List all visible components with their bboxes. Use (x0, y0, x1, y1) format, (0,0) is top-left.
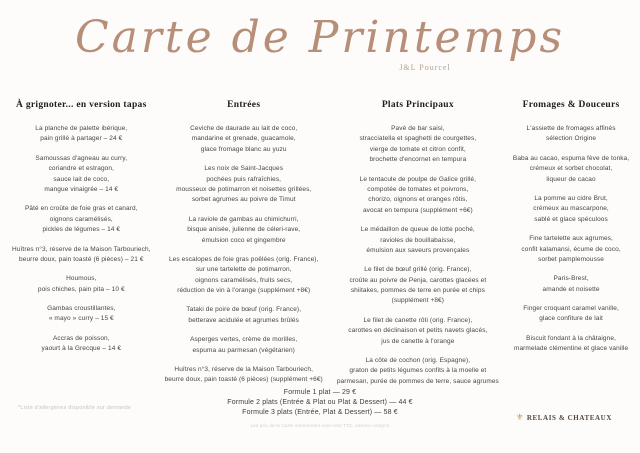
menu-item-line: liqueur de cacao (546, 175, 596, 183)
menu-item-line: L'assiette de fromages affinés (526, 125, 616, 132)
menu-item-line: Huîtres n°3, réserve de la Maison Tarbouriech, (12, 245, 151, 253)
menu-item-line: amande et noisette (542, 285, 600, 293)
column-header: Fromages & Douceurs (522, 100, 620, 110)
menu-item-line: Huîtres n°3, réserve de la Maison Tarbouriech, (174, 366, 313, 374)
menu-item-line: pois chiches, pain pita – 10 € (37, 285, 125, 293)
menu-item-line: Le filet de bœuf grillé (orig. France), (364, 266, 472, 274)
menu-column-3 (337, 100, 499, 396)
menu-column-4 (513, 100, 629, 396)
menu-item-line: confit kalamansi, écume de coco, (521, 245, 621, 253)
menu-item-line: Finger croquant caramel vanille, (523, 305, 619, 313)
menu-item-line: oignons caramélisés, (49, 215, 113, 223)
menu-item-line: yaourt à la Grecque – 14 € (41, 345, 122, 353)
menu-item-line: Le médaillon de queue de lotte poché, (360, 226, 475, 234)
menu-item-line: chorizo, oignons et oranges rôtis, (368, 196, 468, 204)
menu-item (165, 255, 323, 297)
menu-item (513, 124, 629, 145)
menu-item-line: marmelade clémentine et glace vanille (513, 345, 629, 353)
menu-item-line: pain grillé à partager – 24 € (40, 135, 123, 143)
menu-item-line: oignons caramélisés, fruits secs, (195, 276, 293, 284)
menu-item-line: mandarine et grenade, guacamole, (191, 135, 296, 143)
menu-item (165, 164, 323, 206)
menu-subtitle: J&L Pourcel (399, 63, 451, 73)
menu-item (513, 304, 629, 325)
column-header: Plats Principaux (381, 100, 454, 110)
menu-item-line: pickles de légumes – 14 € (42, 226, 121, 234)
menu-item-line: jus de canette à l'orange (381, 337, 455, 345)
menu-item-line: brochette d'encornet en tempura (369, 156, 467, 164)
menu-item (12, 304, 151, 325)
menu-title: Carte de Printemps (74, 12, 566, 63)
menu-item-line: Ceviche de daurade au lait de coco, (190, 125, 298, 132)
formula-line: Formule 2 plats (Entrée & Plat ou Plat & Dessert) — 44 € (227, 399, 413, 407)
menu-item (12, 124, 151, 145)
menu-item-line: Paris-Brest, (553, 275, 589, 283)
menu-item-line: Fine tartelette aux agrumes, (529, 235, 613, 243)
menu-item-line: sélection Origine (546, 135, 597, 143)
menu-item (337, 316, 499, 347)
menu-item-line: ravioles de bouillabaisse, (380, 236, 456, 244)
menu-item-line: coriandre et estragon, (48, 165, 115, 173)
menu-item-line: Les noix de Saint-Jacques (204, 165, 284, 173)
menu-columns (12, 100, 628, 396)
menu-column-1 (12, 100, 151, 396)
menu-item-line: compotée de tomates et poivrons, (367, 185, 469, 193)
menu-item-line: « mayo » curry – 15 € (48, 315, 114, 323)
menu-item-line: stracciatella et spaghetti de courgettes, (359, 135, 477, 143)
menu-item (165, 305, 323, 326)
column-header: Entrées (227, 100, 261, 110)
menu-item-line: carottes en déclinaison et petits navets glacés, (348, 327, 488, 335)
menu-item-line: La côte de cochon (orig. Espagne), (365, 357, 471, 365)
menu-item-line: Samoussas d'agneau au curry, (35, 154, 128, 162)
menu-item-line: beurre doux, pain toasté (6 pièces) – 21 € (19, 255, 144, 263)
allergen-note: *Liste d'allergènes disponible sur demande (18, 405, 132, 411)
menu-item-line: glace confiture de lait (539, 315, 603, 323)
fleur-de-lis-icon: ⚜ (515, 412, 524, 422)
menu-item-line: réduction de vin à l'orange (supplément +8€) (177, 287, 311, 295)
menu-item-line: La pomme au cidre Brut, (534, 194, 608, 202)
column-header: À grignoter... en version tapas (15, 100, 147, 110)
menu-item-line: Gambas croustillantes, (47, 305, 116, 313)
menu-item-line: émulsion coco et gingembre (201, 236, 286, 244)
menu-item-line: sablé et glace spéculoos (534, 215, 608, 223)
menu-item-line: bisque anisée, julienne de céleri-rave, (187, 226, 301, 234)
menu-column-2 (165, 100, 323, 396)
menu-item (165, 215, 323, 246)
menu-item-line: mangue vinaigrée – 14 € (44, 185, 119, 193)
menu-item-line: La planche de palette ibérique, (35, 125, 128, 132)
menu-item-line: Les escalopes de foie gras poêlées (orig. France), (168, 255, 319, 263)
menu-item-line: sauce lait de coco, (53, 175, 110, 183)
menu-item (12, 334, 151, 355)
menu-item-line: crémeux et sorbet chocolat, (529, 165, 613, 173)
menu-item (337, 356, 499, 387)
menu-item (513, 194, 629, 225)
menu-item (12, 154, 151, 196)
menu-item-line: Asperges vertes, crème de morilles, (190, 336, 298, 344)
menu-item-line: graton de petits légumes confits à la moelle et (349, 367, 487, 375)
menu-item (337, 175, 499, 217)
menu-item (513, 154, 629, 185)
menu-item-line: sur une tartelette de potimarron, (195, 266, 292, 274)
menu-item-line: La raviole de gambas au chimichurri, (188, 215, 299, 223)
menu-item-line: Biscuit fondant à la châtaigne, (526, 334, 616, 342)
menu-item-line: croûte au poivre de Penja, carottes glacées et (349, 276, 487, 284)
menu-item (513, 234, 629, 265)
menu-item-line: glace fromage blanc au yuzu (200, 145, 287, 153)
menu-item (165, 124, 323, 155)
menu-item (12, 274, 151, 295)
menu-item-line: vierge de tomate et citron confit, (369, 145, 466, 153)
menu-item (337, 225, 499, 256)
brand-logo (516, 413, 612, 422)
menu-item-line: Pâté en croûte de foie gras et canard, (25, 205, 138, 213)
menu-item-line: Tataki de poire de bœuf (orig. France), (186, 306, 302, 314)
menu-item-line: (supplément +8€) (391, 297, 445, 305)
menu-item-line: avocat en tempura (supplément +6€) (362, 206, 473, 214)
menu-item-line: Pavé de bar saisi, (391, 125, 445, 132)
brand-name: RELAIS & CHATEAUX (526, 413, 612, 422)
menu-item-line: espuma au parmesan (végétarien) (192, 346, 295, 354)
menu-header (0, 14, 640, 72)
menu-item (337, 265, 499, 307)
menu-item (513, 334, 629, 355)
menu-item-line: sorbet agrumes au poivre de Timut (191, 196, 296, 204)
menu-item-line: shiitakes, pommes de terre en purée et chips (350, 287, 485, 295)
menu-item-line: beurre doux, pain toasté (6 pièces) (supplément +6€) (164, 376, 323, 384)
menu-item (165, 335, 323, 356)
menu-item-line: betterave acidulée et agrumes brûlés (188, 316, 299, 324)
menu-item-line: Accras de poisson, (52, 334, 110, 342)
formula-line: Formule 3 plats (Entrée, Plat & Dessert) — 58 € (242, 409, 398, 417)
price-note: Les prix de la Carte mentionnés sont nets TTC, service compris (250, 423, 390, 428)
menu-item-line: Le tentacule de poulpe de Galice grillé, (359, 175, 477, 183)
menu-item (513, 274, 629, 295)
menu-item-line: crémeux au mascarpone, (533, 205, 609, 213)
menu-item-line: pochées puis rafraîchies, (206, 175, 282, 183)
menu-item (165, 365, 323, 386)
menu-item-line: sorbet pamplemousse (538, 255, 604, 263)
menu-item (337, 124, 499, 166)
formula-line: Formule 1 plat — 29 € (283, 389, 357, 396)
menu-item-line: émulsion aux saveurs provençales (366, 246, 470, 254)
menu-item-line: Houmous, (66, 275, 97, 283)
menu-item-line: Baba au cacao, espuma fève de tonka, (512, 154, 630, 162)
menu-item-line: parmesan, purée de pommes de terre, sauce agrumes (336, 377, 499, 385)
menu-item (12, 204, 151, 235)
menu-item-line: mousseux de potimarron et noisettes grillées, (176, 185, 312, 193)
menu-item-line: Le filet de canette rôti (orig. France), (363, 316, 473, 324)
menu-item (12, 245, 151, 266)
